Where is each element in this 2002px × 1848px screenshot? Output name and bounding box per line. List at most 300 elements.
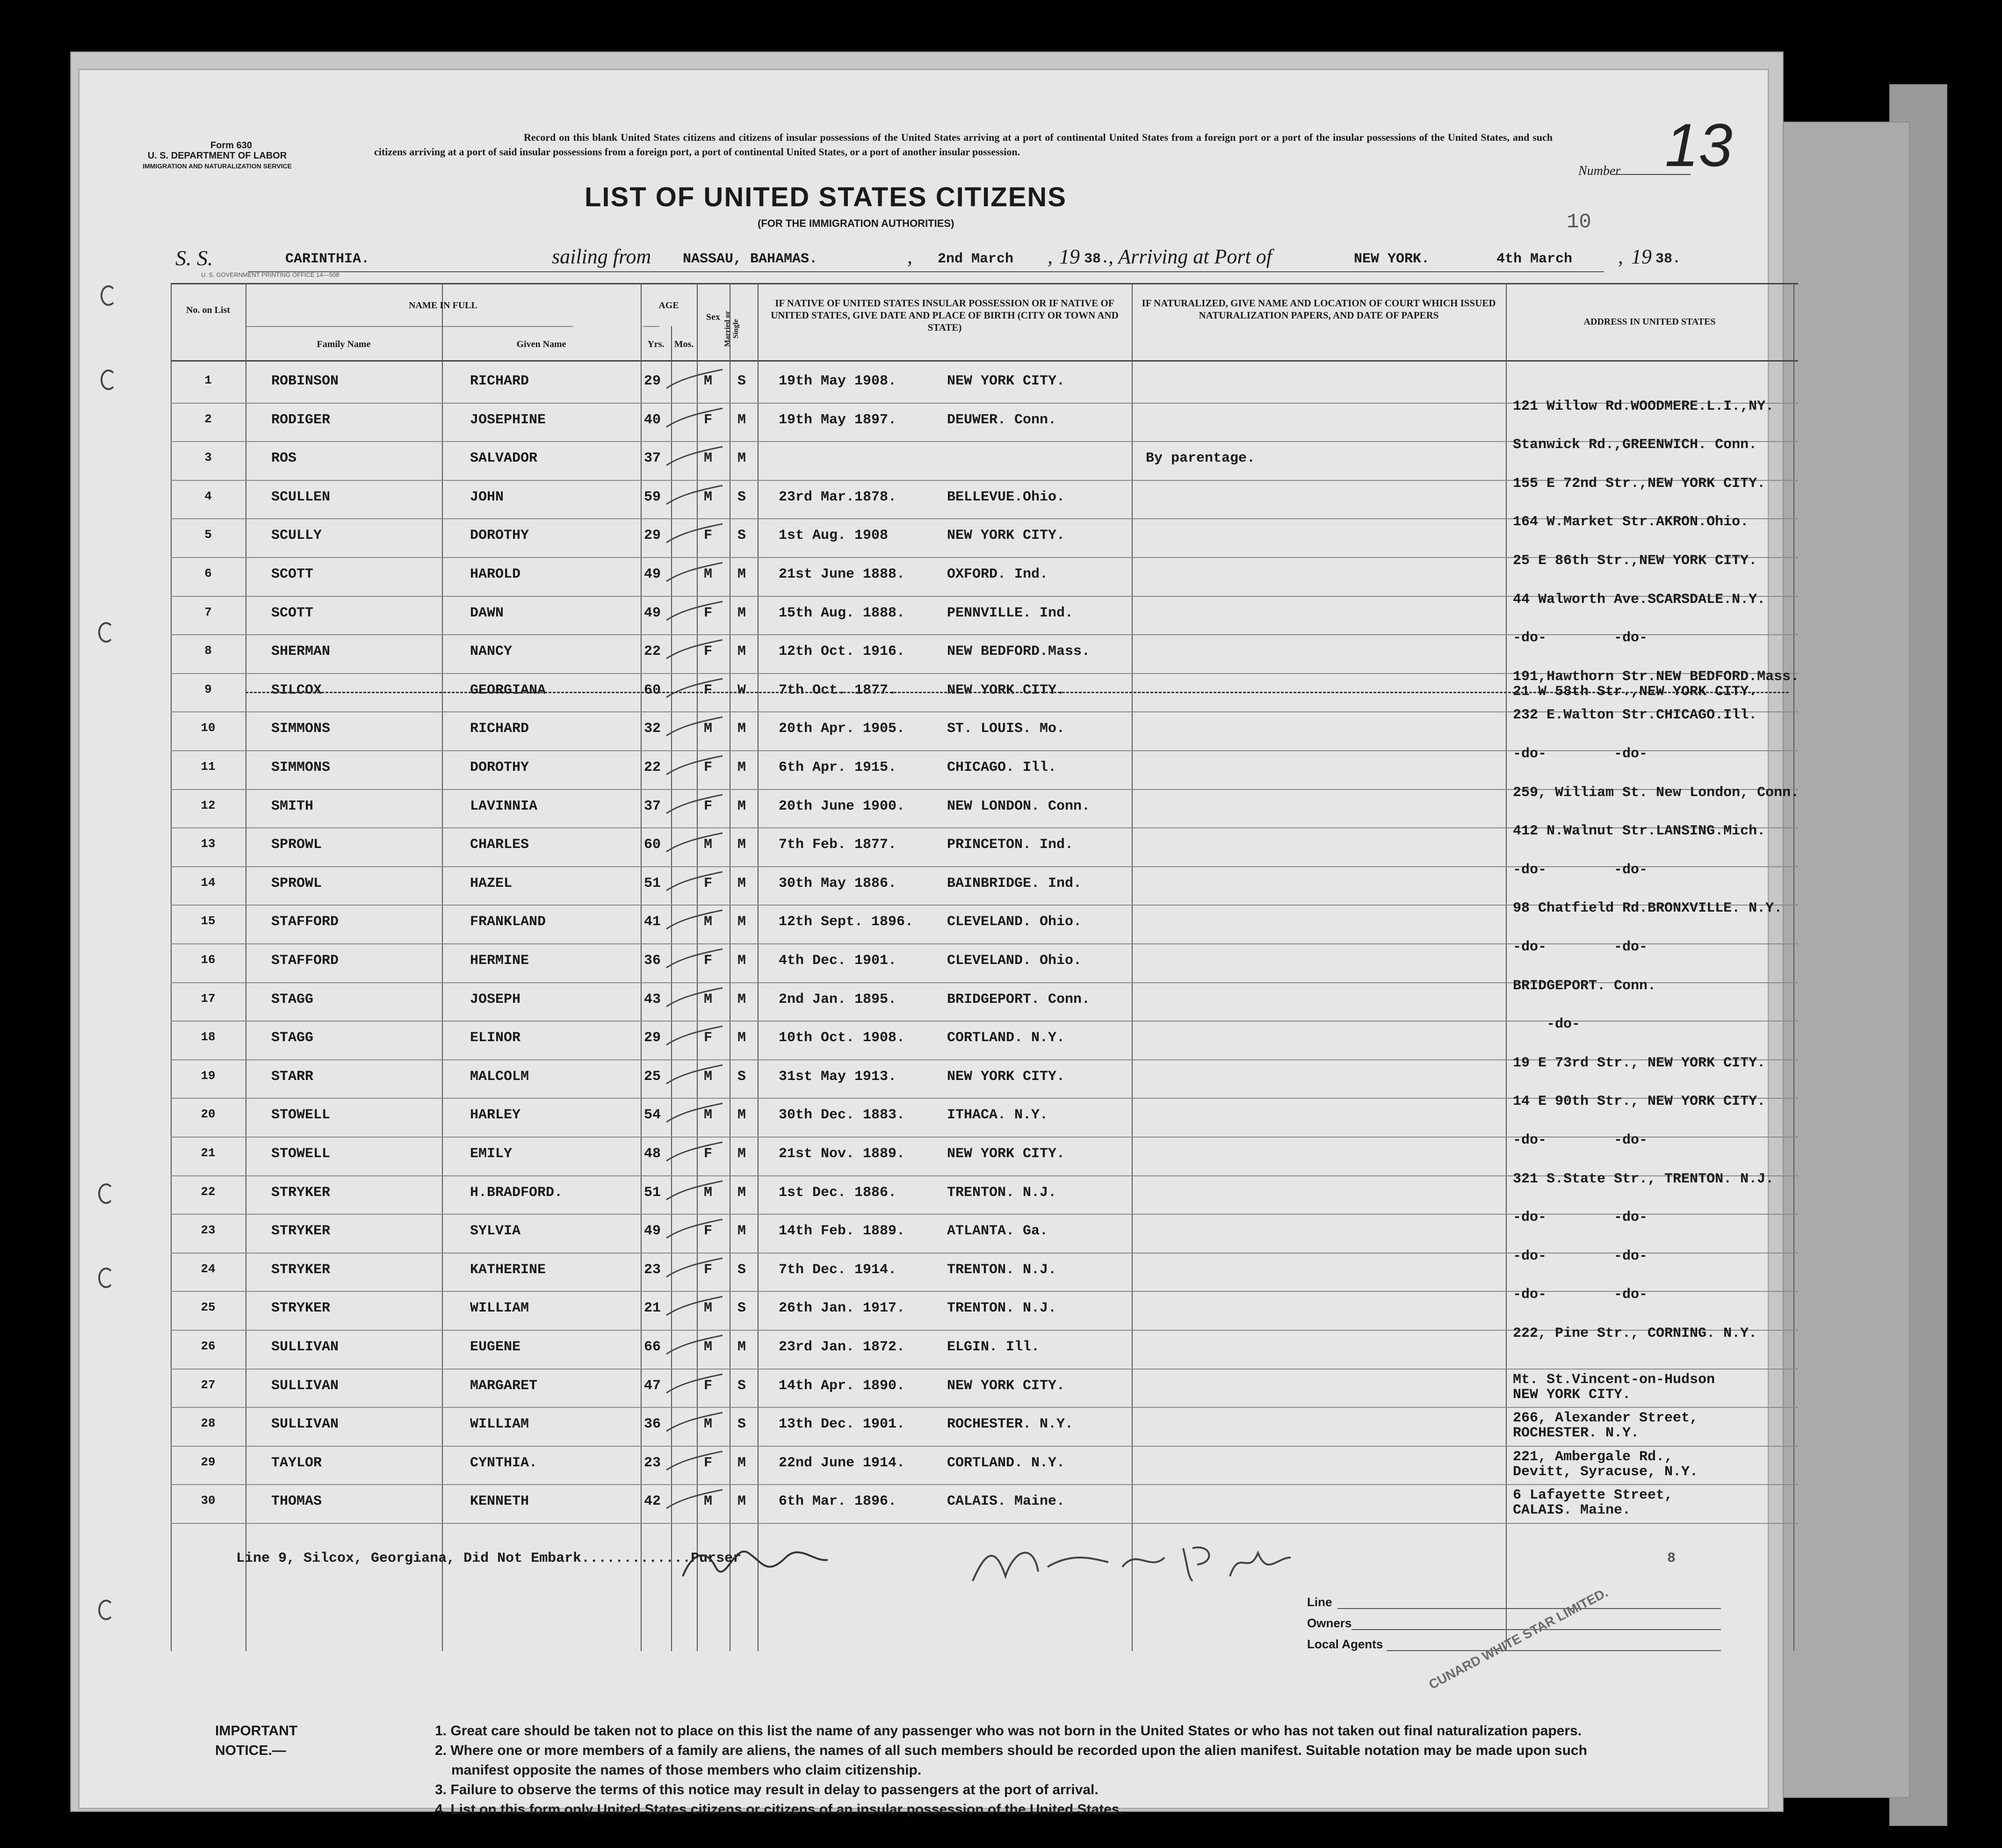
given-name-cell: SALVADOR <box>470 450 538 467</box>
birth-date-cell: 15th Aug. 1888. <box>779 605 905 621</box>
age-cell: 49 <box>644 566 661 582</box>
family-name-cell: STRYKER <box>271 1300 331 1317</box>
sex-cell: M <box>704 1184 713 1201</box>
check-tick-mark <box>662 1370 727 1398</box>
family-name-cell: STAGG <box>271 991 314 1007</box>
birth-place-cell: ATLANTA. Ga. <box>947 1223 1048 1239</box>
check-tick-mark <box>662 1447 727 1475</box>
printing-office: U. S. GOVERNMENT PRINTING OFFICE 14—508 <box>201 271 340 278</box>
sex-cell: F <box>704 1030 713 1046</box>
family-name-cell: STRYKER <box>271 1184 331 1201</box>
binder-hole <box>98 622 114 643</box>
birth-date-cell: 20th June 1900. <box>779 798 905 814</box>
header-yrs: Yrs. <box>647 339 665 349</box>
given-name-cell: HARLEY <box>470 1107 521 1123</box>
sex-cell: F <box>704 798 713 814</box>
given-name-cell: CYNTHIA. <box>470 1455 538 1471</box>
tally-mark: 8 <box>1667 1551 1676 1566</box>
age-cell: 43 <box>644 991 661 1007</box>
binder-hole <box>101 370 116 390</box>
family-name-cell: ROS <box>271 450 297 467</box>
row-rule <box>171 1369 1798 1370</box>
family-name-cell: SULLIVAN <box>271 1339 339 1355</box>
record-instructions: Record on this blank United States citizens and citizens of insular possessions of the United States arriving at a port of continental United States from a foreign port or a port of the insular possessions of the United States, and such citizens arriving at a port of said insular possessions from a foreign port, a port of continental United States, or a port of another insular possession. <box>374 131 1553 158</box>
arrival-year-prefix: 19 <box>1631 245 1652 268</box>
purser-label: Purser <box>691 1551 742 1566</box>
age-cell: 47 <box>644 1377 661 1394</box>
check-tick-mark <box>662 1022 727 1050</box>
local-agents-field-label: Local Agents <box>1307 1637 1383 1651</box>
arrival-date: 4th March <box>1496 251 1573 267</box>
binder-hole <box>98 1183 114 1204</box>
age-cell: 22 <box>644 644 661 660</box>
arriving-label: , Arriving at Port of <box>1108 245 1272 268</box>
notice-item-2: 2. Where one or more members of a family are aliens, the names of all such members should be recorded upon the alien manifest. Suitable notation may be made upon such <box>435 1743 1587 1758</box>
header-no-on-list: No. on List <box>186 305 230 315</box>
comma-3: , <box>1618 245 1623 268</box>
birth-place-cell: CLEVELAND. Ohio. <box>947 914 1082 930</box>
address-cell: 19 E 73rd Str., NEW YORK CITY. <box>1513 1055 1766 1071</box>
birth-place-cell: TRENTON. N.J. <box>947 1300 1057 1317</box>
address-cell: -do- -do- <box>1513 1210 1648 1226</box>
sex-cell: M <box>704 373 713 389</box>
row-rule <box>171 1407 1798 1408</box>
address-cell: 321 S.State Str., TRENTON. N.J. <box>1513 1171 1774 1187</box>
arrival-port: NEW YORK. <box>1354 251 1430 267</box>
address-cell: 155 E 72nd Str.,NEW YORK CITY. <box>1513 475 1766 492</box>
marital-status-cell: M <box>737 566 746 582</box>
row-number: 19 <box>201 1068 216 1083</box>
service-name: IMMIGRATION AND NATURALIZATION SERVICE <box>143 162 292 170</box>
sex-cell: F <box>704 1223 713 1239</box>
birth-place-cell: CHICAGO. Ill. <box>947 760 1057 775</box>
family-name-cell: ROBINSON <box>271 373 339 389</box>
check-tick-mark <box>662 1331 727 1359</box>
row-number: 16 <box>201 953 216 967</box>
age-cell: 29 <box>644 373 661 389</box>
check-tick-mark <box>662 790 727 818</box>
family-name-cell: STARR <box>271 1068 314 1085</box>
given-name-cell: KATHERINE <box>470 1261 546 1278</box>
row-number: 8 <box>204 644 212 658</box>
ship-name: CARINTHIA. <box>285 251 370 267</box>
birth-place-cell: BRIDGEPORT. Conn. <box>947 991 1091 1007</box>
address-cell: 266, Alexander Street, ROCHESTER. N.Y. <box>1513 1410 1698 1442</box>
header-given-name: Given Name <box>516 339 566 349</box>
row-number: 28 <box>201 1416 216 1431</box>
given-name-cell: LAVINNIA <box>470 798 538 814</box>
birth-place-cell: OXFORD. Ind. <box>947 566 1048 582</box>
given-name-cell: EUGENE <box>470 1339 521 1355</box>
marital-status-cell: M <box>737 875 746 891</box>
row-number: 26 <box>201 1339 216 1353</box>
notice-item-2-continued: manifest opposite the names of those members who claim citizenship. <box>451 1762 922 1778</box>
birth-place-cell: NEW YORK CITY. <box>947 1068 1065 1085</box>
row-number: 11 <box>201 760 216 774</box>
row-number: 29 <box>201 1455 216 1469</box>
row-number: 6 <box>204 566 212 580</box>
given-name-cell: WILLIAM <box>470 1300 529 1317</box>
address-cell: 25 E 86th Str.,NEW YORK CITY. <box>1513 553 1757 569</box>
birth-place-cell: PENNVILLE. Ind. <box>947 605 1074 621</box>
sex-cell: F <box>704 528 713 544</box>
row-number: 1 <box>204 373 212 387</box>
sailing-from-label: sailing from <box>552 245 651 268</box>
address-cell: 98 Chatfield Rd.BRONXVILLE. N.Y. <box>1513 900 1783 917</box>
marital-status-cell: M <box>737 721 746 737</box>
address-cell: 44 Walworth Ave.SCARSDALE.N.Y. <box>1513 591 1766 608</box>
age-cell: 60 <box>644 682 661 698</box>
binder-hole <box>98 1600 114 1620</box>
form-header-left <box>143 140 292 171</box>
check-tick-mark <box>662 365 727 393</box>
name-header-rule <box>246 326 573 327</box>
age-header-rule <box>643 326 659 327</box>
birth-date-cell: 4th Dec. 1901. <box>779 953 897 969</box>
sex-cell: M <box>704 721 713 737</box>
row-number: 27 <box>201 1377 216 1392</box>
marital-status-cell: M <box>737 1107 746 1123</box>
check-tick-mark <box>662 751 727 779</box>
age-cell: 23 <box>644 1261 661 1278</box>
given-name-cell: JOSEPH <box>470 991 521 1007</box>
family-name-cell: STRYKER <box>271 1223 331 1239</box>
sex-cell: F <box>704 1261 713 1278</box>
given-name-cell: ELINOR <box>470 1030 521 1046</box>
age-cell: 51 <box>644 875 661 891</box>
age-cell: 29 <box>644 528 661 544</box>
birth-date-cell: 23rd Mar.1878. <box>779 489 897 505</box>
given-name-cell: H.BRADFORD. <box>470 1184 563 1201</box>
marital-status-cell: S <box>737 1416 746 1433</box>
birth-date-cell: 6th Apr. 1915. <box>779 760 897 775</box>
check-tick-mark <box>662 597 727 625</box>
row-number: 5 <box>204 528 212 542</box>
note-dots: ............. <box>581 1551 691 1566</box>
check-tick-mark <box>662 635 727 663</box>
notice-item-3: 3. Failure to observe the terms of this notice may result in delay to passengers at the port of arrival. <box>435 1782 1099 1797</box>
row-number: 7 <box>204 605 212 619</box>
birth-place-cell: ELGIN. Ill. <box>947 1339 1040 1355</box>
check-tick-mark <box>662 442 727 470</box>
notice-item-4: 4. List on this form only United States citizens or citizens of an insular possession of the United States. <box>435 1802 1123 1817</box>
marital-status-cell: M <box>737 914 746 930</box>
address-cell: 259, William St. New London, Conn. <box>1513 784 1800 801</box>
sex-cell: F <box>704 605 713 621</box>
check-tick-mark <box>662 481 727 509</box>
voyage-underline <box>248 271 1604 272</box>
given-name-cell: NANCY <box>470 644 513 660</box>
row-number: 24 <box>201 1261 216 1276</box>
marital-status-cell: S <box>737 1068 746 1085</box>
age-cell: 37 <box>644 450 661 467</box>
sex-cell: F <box>704 644 713 660</box>
age-cell: 60 <box>644 837 661 853</box>
line-field-label: Line <box>1307 1595 1332 1609</box>
line-field-underline <box>1337 1608 1721 1609</box>
check-tick-mark <box>662 1138 727 1166</box>
owners-field-label: Owners <box>1307 1616 1352 1630</box>
departure-date: 2nd March <box>938 251 1014 267</box>
address-cell: -do- -do- <box>1513 862 1648 878</box>
sex-cell: M <box>704 489 713 505</box>
marital-status-cell: S <box>737 373 746 389</box>
family-name-cell: SPROWL <box>271 875 322 891</box>
marital-status-cell: S <box>737 1300 746 1317</box>
address-cell: -do- -do- <box>1513 746 1648 762</box>
check-tick-mark <box>662 983 727 1011</box>
birth-place-cell: CORTLAND. N.Y. <box>947 1455 1065 1471</box>
birth-date-cell: 2nd Jan. 1895. <box>779 991 897 1007</box>
given-name-cell: WILLIAM <box>470 1416 529 1433</box>
age-cell: 49 <box>644 605 661 621</box>
address-cell: 6 Lafayette Street, CALAIS. Maine. <box>1513 1487 1673 1519</box>
family-name-cell: SPROWL <box>271 837 322 853</box>
birth-place-cell: DEUWER. Conn. <box>947 412 1057 428</box>
sailing-from-port: NASSAU, BAHAMAS. <box>683 251 818 267</box>
check-tick-mark <box>662 906 727 934</box>
check-tick-mark <box>662 674 727 702</box>
family-name-cell: SULLIVAN <box>271 1377 339 1394</box>
check-tick-mark <box>662 828 727 856</box>
header-bottom-border <box>171 360 1798 362</box>
birth-place-cell: ROCHESTER. N.Y. <box>947 1416 1074 1433</box>
list-number: 13 <box>1665 111 1733 179</box>
marital-status-cell: M <box>737 1455 746 1471</box>
check-tick-mark <box>662 1176 727 1204</box>
header-name-in-full: NAME IN FULL <box>409 300 477 311</box>
year-prefix: 19 <box>1059 245 1080 268</box>
birth-date-cell: 14th Feb. 1889. <box>779 1223 905 1239</box>
birth-place-cell: ST. LOUIS. Mo. <box>947 721 1065 737</box>
row-number: 22 <box>201 1184 216 1199</box>
sex-cell: M <box>704 1416 713 1433</box>
sex-cell: M <box>704 566 713 582</box>
row-rule <box>171 1523 1798 1524</box>
row-number: 9 <box>204 682 212 696</box>
given-name-cell: HAROLD <box>470 566 521 582</box>
given-name-cell: HAZEL <box>470 875 513 891</box>
struck-address-cell: 21 W 58th Str.,NEW YORK CITY. <box>1513 683 1757 700</box>
sex-cell: F <box>704 1455 713 1471</box>
age-cell: 49 <box>644 1223 661 1239</box>
age-cell: 48 <box>644 1146 661 1162</box>
row-number: 13 <box>201 837 216 851</box>
birth-date-cell: 31st May 1913. <box>779 1068 897 1085</box>
family-name-cell: STAFFORD <box>271 914 339 930</box>
address-cell: BRIDGEPORT. Conn. <box>1513 978 1656 994</box>
note-text: Line 9, Silcox, Georgiana, Did Not Embark <box>236 1551 582 1566</box>
check-tick-mark <box>662 1292 727 1320</box>
row-number: 20 <box>201 1107 216 1122</box>
birth-place-cell: NEW YORK CITY. <box>947 682 1065 698</box>
birth-date-cell: 21st Nov. 1889. <box>779 1146 905 1162</box>
marital-status-cell: M <box>737 1184 746 1201</box>
birth-place-cell: NEW YORK CITY. <box>947 1146 1065 1162</box>
row-number: 18 <box>201 1030 216 1044</box>
given-name-cell: MARGARET <box>470 1377 538 1394</box>
sex-cell: M <box>704 1300 713 1317</box>
birth-place-cell: BAINBRIDGE. Ind. <box>947 875 1082 891</box>
department-name: U. S. DEPARTMENT OF LABOR <box>147 151 287 161</box>
birth-date-cell: 10th Oct. 1908. <box>779 1030 905 1046</box>
family-name-cell: SCULLY <box>271 528 322 544</box>
page-title: LIST OF UNITED STATES CITIZENS <box>585 182 1067 212</box>
row-rule <box>171 1484 1798 1485</box>
sex-cell: F <box>704 412 713 428</box>
page-number: 10 <box>1567 210 1591 234</box>
age-cell: 59 <box>644 489 661 505</box>
local-agents-field-underline <box>1387 1650 1721 1651</box>
age-cell: 54 <box>644 1107 661 1123</box>
family-name-cell: SULLIVAN <box>271 1416 339 1433</box>
family-name-cell: RODIGER <box>271 412 331 428</box>
birth-place-cell: BELLEVUE.Ohio. <box>947 489 1065 505</box>
purser-signature <box>673 1534 935 1586</box>
check-tick-mark <box>662 867 727 895</box>
family-name-cell: SMITH <box>271 798 314 814</box>
birth-place-cell: PRINCETON. Ind. <box>947 837 1074 853</box>
given-name-cell: DOROTHY <box>470 528 529 544</box>
check-tick-mark <box>662 519 727 547</box>
naturalized-cell: By parentage. <box>1146 450 1256 467</box>
birth-date-cell: 19th May 1908. <box>779 373 897 389</box>
check-tick-mark <box>662 404 727 432</box>
marital-status-cell: M <box>737 837 746 853</box>
marital-status-cell: M <box>737 991 746 1007</box>
marital-status-cell: W <box>737 682 746 698</box>
sex-cell: F <box>704 760 713 775</box>
check-tick-mark <box>662 712 727 740</box>
address-cell: 14 E 90th Str., NEW YORK CITY. <box>1513 1094 1766 1110</box>
check-tick-mark <box>662 1254 727 1282</box>
departure-year: 38. <box>1084 251 1110 267</box>
birth-date-cell: 1st Dec. 1886. <box>779 1184 897 1201</box>
birth-date-cell: 13th Dec. 1901. <box>779 1416 905 1433</box>
sex-cell: F <box>704 953 713 969</box>
notice-label: IMPORTANT NOTICE.— <box>215 1723 298 1758</box>
sex-cell: M <box>704 450 713 467</box>
ss-label: S. S. <box>175 246 213 270</box>
row-rule <box>171 1446 1798 1447</box>
family-name-cell: STOWELL <box>271 1146 331 1162</box>
sex-cell: M <box>704 1493 713 1510</box>
birth-date-cell: 30th Dec. 1883. <box>779 1107 905 1123</box>
given-name-cell: RICHARD <box>470 373 529 389</box>
family-name-cell: SIMMONS <box>271 760 331 775</box>
header-native: IF NATIVE OF UNITED STATES INSULAR POSSESSION OR IF NATIVE OF UNITED STATES, GIVE DATE AND PLACE OF BIRTH (CITY OR TOWN AND STATE) <box>771 297 1119 333</box>
check-tick-mark <box>662 1099 727 1127</box>
check-tick-mark <box>662 1215 727 1243</box>
sex-cell: F <box>704 875 713 891</box>
family-name-cell: SHERMAN <box>271 644 331 660</box>
birth-place-cell: NEW BEDFORD.Mass. <box>947 644 1091 660</box>
given-name-cell: JOHN <box>470 489 504 505</box>
row-number: 25 <box>201 1300 216 1315</box>
age-cell: 22 <box>644 760 661 775</box>
check-tick-mark <box>662 1060 727 1088</box>
birth-date-cell: 1st Aug. 1908 <box>779 528 889 544</box>
address-cell: -do- -do- <box>1513 1132 1648 1148</box>
birth-date-cell: 14th Apr. 1890. <box>779 1377 905 1394</box>
number-label: Number <box>1578 164 1621 178</box>
address-cell: -do- -do- <box>1513 1248 1648 1264</box>
birth-date-cell: 12th Sept. 1896. <box>779 914 914 930</box>
family-name-cell: THOMAS <box>271 1493 322 1510</box>
sex-cell: M <box>704 837 713 853</box>
marital-status-cell: S <box>737 1377 746 1394</box>
address-cell: 221, Ambergale Rd., Devitt, Syracuse, N.Y. <box>1513 1449 1698 1480</box>
address-cell: Mt. St.Vincent-on-Hudson NEW YORK CITY. <box>1513 1371 1715 1403</box>
age-cell: 36 <box>644 953 661 969</box>
marital-status-cell: M <box>737 605 746 621</box>
family-name-cell: SILCOX <box>271 682 322 698</box>
birth-place-cell: TRENTON. N.J. <box>947 1261 1057 1278</box>
age-cell: 21 <box>644 1300 661 1317</box>
marital-status-cell: M <box>737 760 746 775</box>
sex-cell: M <box>704 914 713 930</box>
age-cell: 29 <box>644 1030 661 1046</box>
sex-cell: F <box>704 1377 713 1394</box>
given-name-cell: CHARLES <box>470 837 529 853</box>
sex-cell: F <box>704 682 713 698</box>
given-name-cell: KENNETH <box>470 1493 529 1510</box>
row-number: 15 <box>201 914 216 928</box>
handwritten-time-note <box>968 1529 1323 1590</box>
address-cell: 164 W.Market Str.AKRON.Ohio. <box>1513 514 1749 530</box>
family-name-cell: STAFFORD <box>271 953 339 969</box>
age-cell: 37 <box>644 798 661 814</box>
marital-status-cell: M <box>737 798 746 814</box>
birth-place-cell: NEW LONDON. Conn. <box>947 798 1091 814</box>
given-name-cell: GEORGIANA <box>470 682 546 698</box>
row-number: 4 <box>204 489 212 503</box>
family-name-cell: STAGG <box>271 1030 314 1046</box>
age-cell: 40 <box>644 412 661 428</box>
address-cell: -do- -do- <box>1513 1287 1648 1303</box>
given-name-cell: SYLVIA <box>470 1223 521 1239</box>
age-cell: 25 <box>644 1068 661 1085</box>
table-top-border <box>171 283 1798 284</box>
birth-date-cell: 23rd Jan. 1872. <box>779 1339 905 1355</box>
comma-2: , <box>1048 245 1053 268</box>
birth-date-cell: 30th May 1886. <box>779 875 897 891</box>
header-family-name: Family Name <box>317 339 371 349</box>
header-age: AGE <box>658 300 679 311</box>
address-cell: Stanwick Rd.,GREENWICH. Conn. <box>1513 437 1757 453</box>
marital-status-cell: S <box>737 528 746 544</box>
given-name-cell: DOROTHY <box>470 760 529 775</box>
check-tick-mark <box>662 944 727 972</box>
marital-status-cell: M <box>737 1223 746 1239</box>
binder-hole <box>98 1268 114 1288</box>
birth-date-cell: 6th Mar. 1896. <box>779 1493 897 1510</box>
birth-place-cell: CLEVELAND. Ohio. <box>947 953 1082 969</box>
address-cell: -do- -do- <box>1513 939 1648 955</box>
family-name-cell: SIMMONS <box>271 721 331 737</box>
page-subtitle: (FOR THE IMMIGRATION AUTHORITIES) <box>758 217 954 229</box>
age-cell: 66 <box>644 1339 661 1355</box>
row-number: 21 <box>201 1146 216 1160</box>
age-cell: 36 <box>644 1416 661 1433</box>
header-mos: Mos. <box>674 339 694 349</box>
address-cell: 222, Pine Str., CORNING. N.Y. <box>1513 1326 1757 1341</box>
notice-item-1: 1. Great care should be taken not to place on this list the name of any passenger who was not born in the United States or who has not taken out final naturalization papers. <box>435 1723 1582 1739</box>
given-name-cell: HERMINE <box>470 953 529 969</box>
birth-place-cell: ITHACA. N.Y. <box>947 1107 1048 1123</box>
birth-date-cell: 26th Jan. 1917. <box>779 1300 905 1317</box>
given-name-cell: MALCOLM <box>470 1068 529 1085</box>
